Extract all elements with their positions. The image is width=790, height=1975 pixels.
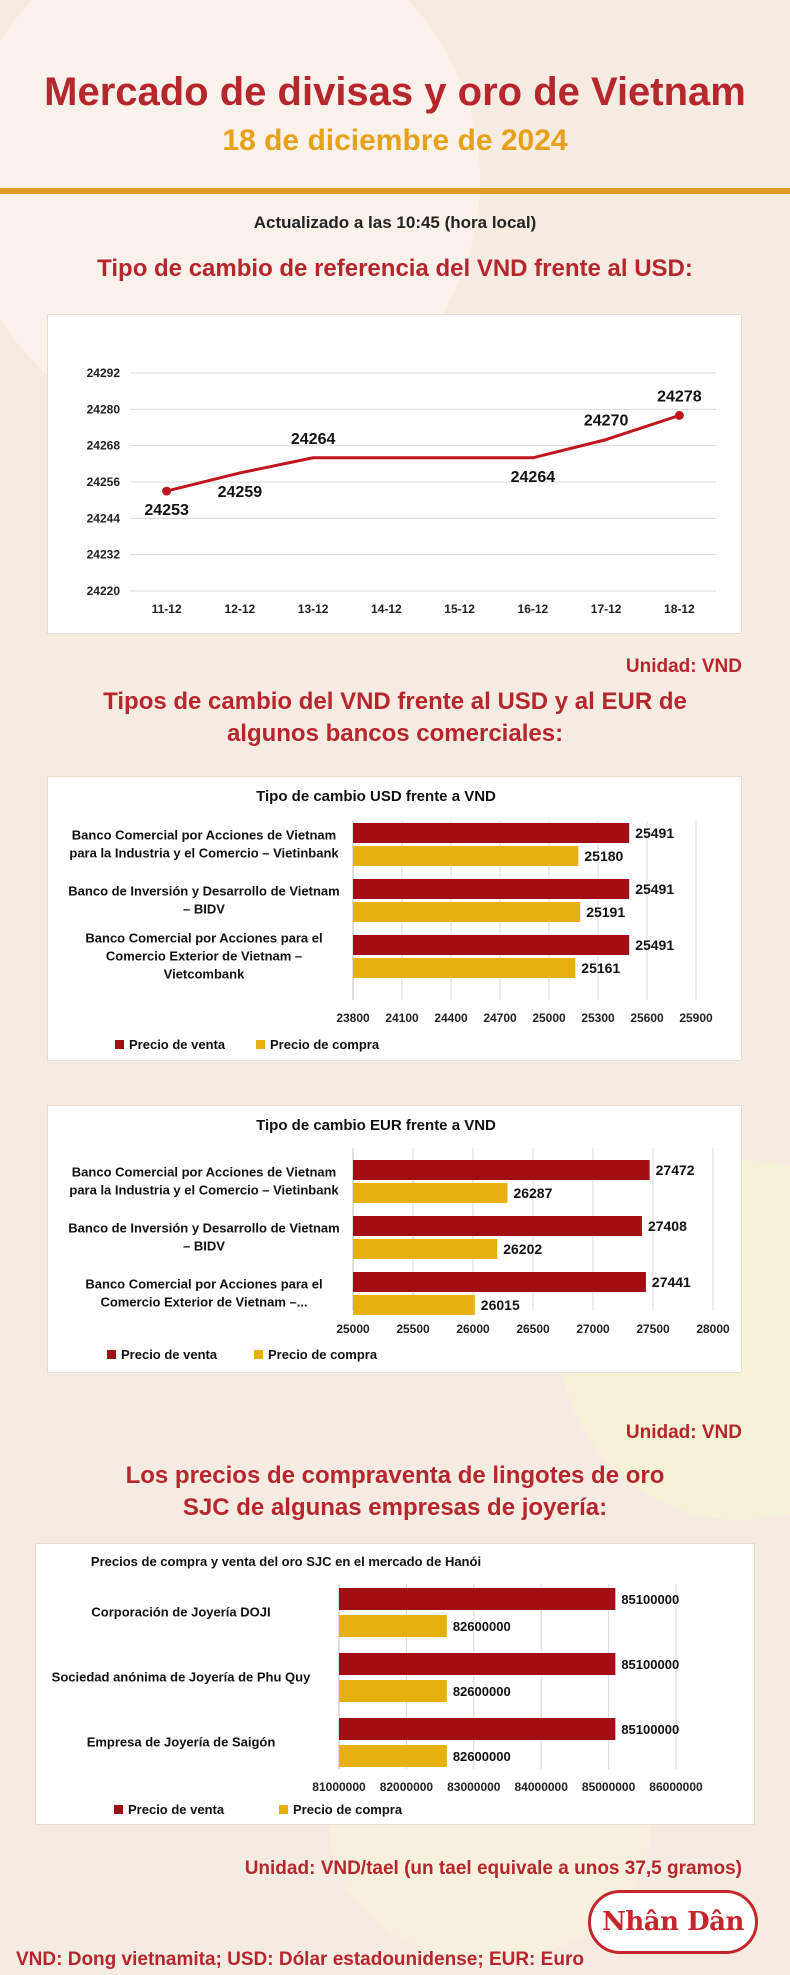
buy-bar: [339, 1615, 447, 1637]
category-label: Banco Comercial por Acciones para el: [85, 1276, 323, 1292]
data-label: 26015: [480, 1297, 520, 1313]
x-tick-label: 25300: [581, 1011, 615, 1025]
x-tick-label: 83000000: [447, 1780, 501, 1794]
data-point: [675, 411, 684, 420]
data-label: 26287: [513, 1185, 553, 1201]
x-tick-label: 25900: [679, 1011, 713, 1025]
x-tick-label: 12-12: [224, 602, 256, 616]
category-label: para la Industria y el Comercio – Vietinbank: [69, 845, 339, 861]
brand-logo: [588, 1890, 758, 1954]
footer-abbreviations: VND: Dong vietnamita; USD: Dólar estadounidense; EUR: Euro: [16, 1949, 584, 1970]
x-tick-label: 17-12: [590, 602, 622, 616]
legend-label-buy: Precio de compra: [270, 1037, 380, 1052]
x-tick-label: 24400: [434, 1011, 468, 1025]
buy-bar: [353, 1239, 497, 1259]
data-label: 24264: [510, 468, 556, 486]
x-tick-label: 25000: [532, 1011, 566, 1025]
gold-bar-chart-panel: [35, 1543, 755, 1825]
sell-bar: [339, 1588, 615, 1610]
gold-prices-bar-chart: [36, 1544, 756, 1826]
data-label: 25161: [581, 960, 621, 976]
data-label: 24259: [217, 483, 263, 501]
data-label: 27408: [647, 1218, 687, 1234]
x-tick-label: 85000000: [581, 1780, 636, 1794]
category-label: Banco Comercial por Acciones para el: [85, 930, 323, 946]
category-label: Empresa de Joyería de Saigón: [86, 1734, 276, 1750]
legend-swatch-sell: [114, 1805, 123, 1814]
y-tick-label: 24292: [86, 366, 120, 380]
eur-bar-chart-panel: [47, 1105, 742, 1373]
x-tick-label: 13-12: [297, 602, 329, 616]
y-tick-label: 24244: [86, 511, 120, 526]
data-label: 24278: [657, 388, 702, 406]
x-tick-label: 14-12: [371, 602, 402, 616]
legend-label-sell: Precio de venta: [128, 1802, 225, 1817]
category-label: Comercio Exterior de Vietnam –: [105, 948, 303, 964]
x-tick-label: 25000: [336, 1322, 370, 1336]
category-label: Sociedad anónima de Joyería de Phu Quy: [51, 1669, 311, 1685]
legend-swatch-buy: [256, 1040, 265, 1049]
legend-label-buy: Precio de compra: [268, 1347, 378, 1362]
legend-swatch-sell: [107, 1350, 116, 1359]
category-label: Corporación de Joyería DOJI: [91, 1604, 271, 1620]
category-label: Comercio Exterior de Vietnam –...: [100, 1294, 308, 1310]
category-label: Banco de Inversión y Desarrollo de Vietnam: [68, 1220, 340, 1236]
data-label: 82600000: [452, 1684, 511, 1699]
legend-label-sell: Precio de venta: [129, 1037, 226, 1052]
sell-bar: [353, 1216, 642, 1236]
x-tick-label: 23800: [336, 1011, 370, 1025]
data-label: 24264: [290, 430, 336, 448]
brand-logo-text: Nhân Dân: [602, 1907, 744, 1937]
y-tick-label: 24280: [86, 402, 120, 417]
x-tick-label: 27500: [636, 1322, 670, 1336]
data-label: 25491: [635, 937, 675, 953]
data-label: 24253: [144, 502, 189, 520]
legend-swatch-sell: [115, 1040, 124, 1049]
buy-bar: [353, 902, 580, 922]
page-title: Mercado de divisas y oro de Vietnam: [44, 70, 746, 114]
legend-label-sell: Precio de venta: [121, 1347, 218, 1362]
data-point: [162, 487, 171, 496]
x-tick-label: 81000000: [312, 1780, 366, 1794]
data-label: 25191: [586, 904, 626, 920]
sell-bar: [353, 823, 629, 843]
x-tick-label: 82000000: [379, 1780, 434, 1794]
usd-bank-rates-bar-chart: [48, 777, 743, 1062]
sell-bar: [353, 879, 629, 899]
line-chart-panel: [47, 314, 742, 634]
usd-bar-chart-panel: [47, 776, 742, 1061]
data-label: 25491: [635, 881, 675, 897]
x-tick-label: 26500: [516, 1322, 550, 1336]
x-tick-label: 27000: [576, 1322, 610, 1336]
buy-bar: [353, 1295, 475, 1315]
buy-bar: [353, 1183, 507, 1203]
category-label: – BIDV: [183, 901, 225, 917]
category-label: para la Industria y el Comercio – Vietinbank: [69, 1182, 339, 1198]
x-tick-label: 25500: [396, 1322, 430, 1336]
sell-bar: [353, 935, 629, 955]
x-tick-label: 24700: [483, 1011, 517, 1025]
reference-rate-line-chart: [48, 315, 743, 635]
sell-bar: [353, 1160, 650, 1180]
data-label: 82600000: [452, 1749, 511, 1764]
buy-bar: [339, 1745, 447, 1767]
unit-label: Unidad: VND: [625, 1422, 742, 1443]
x-tick-label: 18-12: [664, 602, 695, 616]
updated-time: Actualizado a las 10:45 (hora local): [253, 213, 537, 232]
y-tick-label: 24220: [86, 584, 120, 598]
buy-bar: [353, 846, 578, 866]
category-label: Banco Comercial por Acciones de Vietnam: [71, 1164, 337, 1180]
header-divider: [0, 188, 790, 194]
y-tick-label: 24256: [86, 475, 120, 489]
section-title-banks-line1: Tipos de cambio del VND frente al USD y al EUR de: [103, 688, 687, 715]
y-tick-label: 24268: [86, 438, 120, 453]
category-label: Vietcombank: [163, 966, 245, 982]
data-label: 26202: [503, 1241, 543, 1257]
data-label: 25180: [584, 848, 624, 864]
x-tick-label: 26000: [456, 1322, 490, 1336]
page-date: 18 de diciembre de 2024: [222, 124, 568, 157]
sell-bar: [339, 1653, 615, 1675]
buy-bar: [353, 958, 575, 978]
x-tick-label: 24100: [385, 1011, 419, 1025]
data-label: 85100000: [621, 1592, 680, 1607]
category-label: – BIDV: [183, 1238, 225, 1254]
legend-swatch-buy: [279, 1805, 288, 1814]
data-label: 85100000: [621, 1722, 680, 1737]
section-title-gold-line2: SJC de algunas empresas de joyería:: [182, 1494, 608, 1521]
data-label: 24270: [583, 412, 629, 430]
data-label: 25491: [635, 825, 675, 841]
x-tick-label: 86000000: [649, 1780, 703, 1794]
section-title-gold-line1: Los precios de compraventa de lingotes de oro: [125, 1462, 665, 1489]
chart-title: Tipo de cambio USD frente a VND: [256, 788, 496, 805]
chart-title: Tipo de cambio EUR frente a VND: [256, 1117, 496, 1134]
x-tick-label: 15-12: [444, 602, 475, 616]
sell-bar: [339, 1718, 615, 1740]
unit-label: Unidad: VND: [625, 656, 742, 677]
x-tick-label: 84000000: [514, 1780, 568, 1794]
unit-label: Unidad: VND/tael (un tael equivale a unos 37,5 gramos): [244, 1858, 742, 1879]
category-label: Banco Comercial por Acciones de Vietnam: [71, 827, 337, 843]
data-label: 85100000: [621, 1657, 680, 1672]
x-tick-label: 16-12: [517, 602, 549, 616]
section-title-banks-line2: algunos bancos comerciales:: [226, 720, 564, 747]
y-tick-label: 24232: [86, 547, 120, 562]
x-tick-label: 28000: [696, 1322, 730, 1336]
sell-bar: [353, 1272, 646, 1292]
eur-bank-rates-bar-chart: [48, 1106, 743, 1374]
legend-swatch-buy: [254, 1350, 263, 1359]
data-label: 82600000: [452, 1619, 511, 1634]
buy-bar: [339, 1680, 447, 1702]
legend-label-buy: Precio de compra: [293, 1802, 403, 1817]
x-tick-label: 25600: [630, 1011, 664, 1025]
data-label: 27441: [651, 1274, 691, 1290]
chart-title: Precios de compra y venta del oro SJC en el mercado de Hanói: [90, 1554, 482, 1569]
category-label: Banco de Inversión y Desarrollo de Vietnam: [68, 883, 340, 899]
x-tick-label: 11-12: [151, 602, 182, 616]
data-label: 27472: [655, 1162, 695, 1178]
section-title-usd-reference: Tipo de cambio de referencia del VND frente al USD:: [97, 255, 693, 282]
